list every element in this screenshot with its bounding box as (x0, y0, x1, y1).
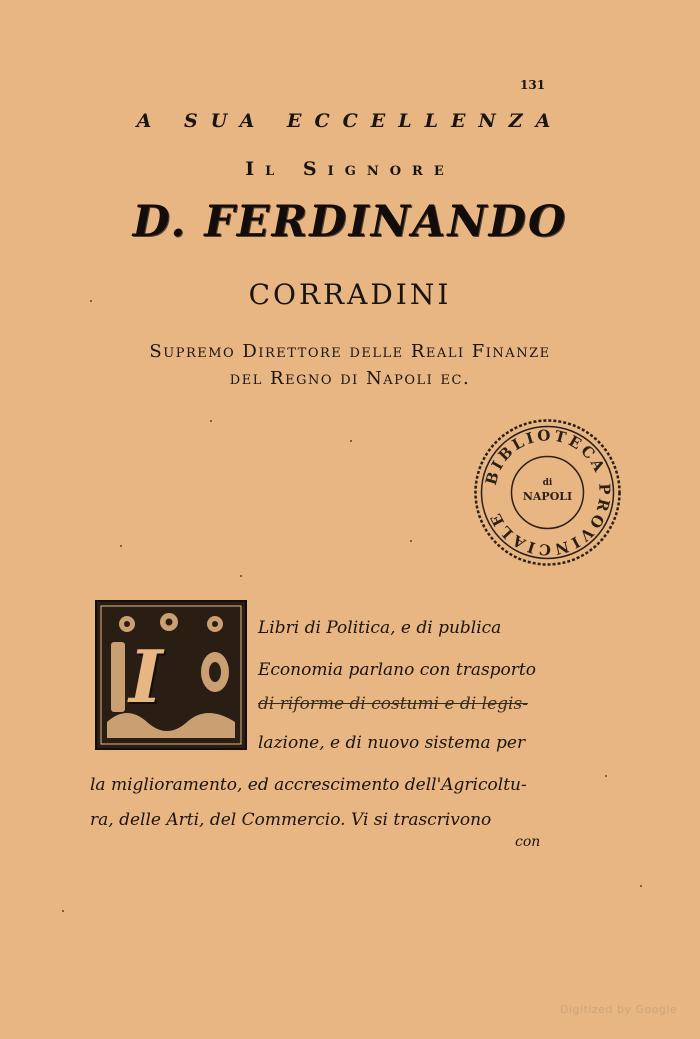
dedicatee-title-line-1: Supremo Direttore delle Reali Finanze (149, 341, 551, 362)
stamp-ring-text: BIBLIOTECA PROVINCIALE (481, 426, 614, 559)
body-line-5: la miglioramento, ed accrescimento dell'Agricoltu- (90, 775, 527, 795)
honorific: Il Signore (245, 158, 455, 180)
paper-speck (120, 545, 122, 547)
body-line-1: Libri di Politica, e di publica (258, 618, 502, 638)
paper-speck (240, 575, 242, 577)
page-number: 131 (520, 78, 546, 92)
body-line-4: lazione, e di nuovo sistema per (258, 733, 526, 753)
stamp-center-text: NAPOLI (522, 490, 573, 503)
dedicatee-first-name: D. FERDINANDO (132, 197, 568, 247)
digitization-watermark: Digitized by Google (560, 1003, 678, 1016)
paper-speck (62, 910, 64, 912)
body-line-6: ra, delle Arti, del Commercio. Vi si trascrivono (90, 810, 492, 830)
drop-cap-letter: I (129, 634, 163, 719)
paper-speck (410, 540, 412, 542)
dedicatee-title-line-2: del Regno di Napoli ec. (229, 368, 471, 389)
catchword: con (515, 834, 541, 850)
paper-speck (210, 420, 212, 422)
library-stamp (470, 415, 625, 570)
paper-speck (640, 885, 642, 887)
floral-ornament-icon (97, 602, 245, 748)
paper-speck (350, 440, 352, 442)
body-line-2: Economia parlano con trasporto (258, 660, 536, 680)
dedicatee-surname: CORRADINI (248, 278, 452, 311)
paper-speck (90, 300, 92, 302)
paper-speck (605, 775, 607, 777)
stamp-center-top: di (542, 478, 553, 488)
body-line-3: di riforme di costumi e di legis- (258, 694, 528, 714)
ornamental-initial (95, 600, 247, 750)
dedication-heading: A SUA ECCELLENZA (136, 110, 564, 132)
